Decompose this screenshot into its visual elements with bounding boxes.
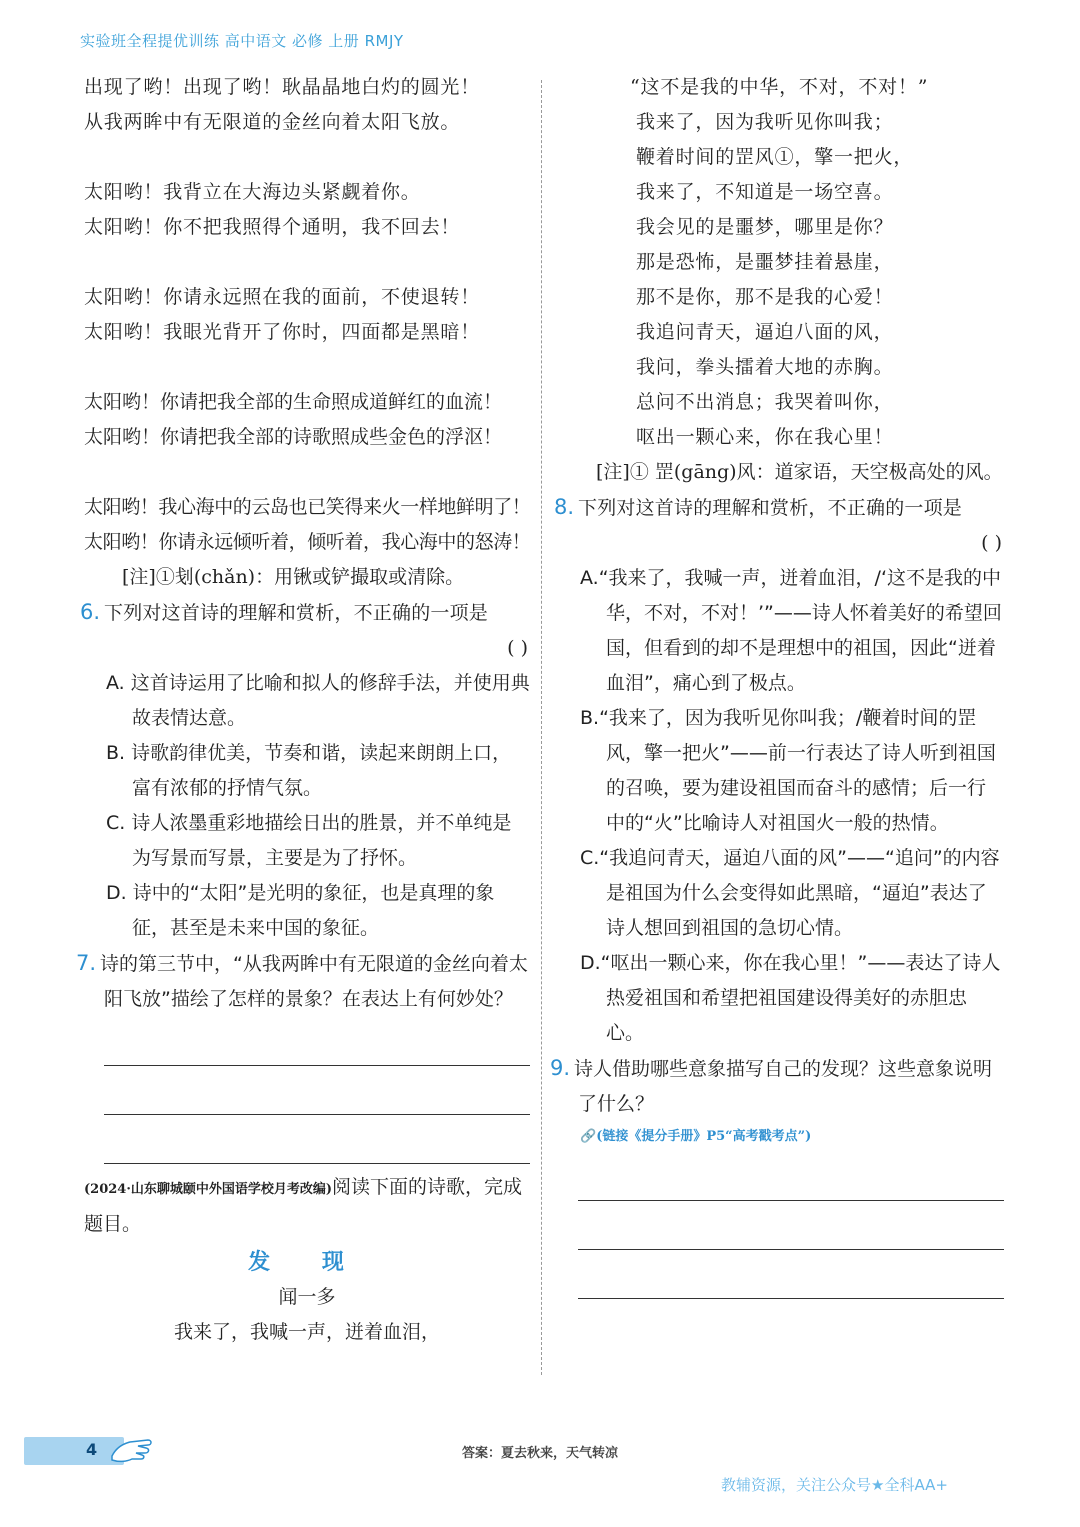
poem-line: 总问不出消息；我哭着叫你， (636, 391, 894, 413)
question-8 (554, 490, 1004, 526)
option-c[interactable]: C.“我追问青天，逼迫八面的风”——“追问”的内容是祖国为什么会变得如此黑暗，“逼迫”表达了诗人想回到祖国的急切心情。 (580, 847, 1000, 939)
footnote-1: [注]①刬(chǎn)：用锹或铲撮取或清除。 (122, 566, 465, 588)
link-icon: 🔗 (580, 1129, 597, 1144)
poem-line: 从我两眸中有无限道的金丝向着太阳飞放。 (84, 111, 461, 133)
option-d[interactable]: D.“呕出一颗心来，你在我心里！”——表达了诗人热爱祖国和希望把祖国建设得美好的赤胆忠心。 (580, 952, 1001, 1044)
option-a[interactable]: A. 这首诗运用了比喻和拟人的修辞手法，并使用典故表情达意。 (106, 672, 530, 729)
source-tag: (2024·山东聊城颐中外国语学校月考改编) (84, 1182, 333, 1197)
answer-paren[interactable]: ( ) (981, 532, 1002, 554)
page-number: 4 (86, 1440, 98, 1459)
link-text[interactable]: (链接《提分手册》P5“高考戳考点”) (596, 1129, 812, 1144)
poem-line: 我追问青天，逼迫八面的风， (636, 321, 894, 343)
poem-line: 太阳哟！你不把我照得个通明，我不回去！ (84, 216, 461, 238)
question-7 (76, 946, 530, 1017)
poem-line: 出现了哟！出现了哟！耿晶晶地白灼的圆光！ (84, 76, 481, 98)
question-text: 诗人借助哪些意象描写自己的发现？这些意象说明了什么？ (574, 1058, 993, 1115)
question-number: 8. (554, 495, 575, 519)
answer-line[interactable] (104, 1066, 530, 1115)
question-9 (550, 1051, 1004, 1122)
answer-lines[interactable] (84, 1017, 530, 1164)
answer-lines[interactable] (558, 1152, 1004, 1299)
answer-line[interactable] (104, 1115, 530, 1164)
poem-line: 呕出一颗心来，你在我心里！ (636, 426, 894, 448)
poem-line: 太阳哟！我心海中的云岛也已笑得来火一样地鲜明了！ (84, 496, 531, 518)
poem-author: 闻一多 (278, 1286, 336, 1308)
option-c[interactable]: C. 诗人浓墨重彩地描绘日出的胜景，并不单纯是为写景而写景，主要是为了抒怀。 (106, 812, 512, 869)
question-6 (80, 595, 530, 631)
option-b[interactable]: B. 诗歌韵律优美，节奏和谐，读起来朗朗上口，富有浓郁的抒情气氛。 (106, 742, 512, 799)
answer-line[interactable] (578, 1152, 1004, 1201)
poem-line: 我会见的是噩梦，哪里是你？ (636, 216, 894, 238)
poem-line: 我来了，因为我听见你叫我； (636, 111, 894, 133)
answer-paren[interactable]: ( ) (507, 637, 528, 659)
poem-line: “这不是我的中华，不对，不对！” (630, 76, 929, 98)
answer-line[interactable] (578, 1201, 1004, 1250)
poem-stanzas (84, 70, 530, 560)
option-a[interactable]: A.“我来了，我喊一声，迸着血泪，/‘这不是我的中华，不对，不对！’”——诗人怀着美好的希望回国，但看到的却不是理想中的祖国，因此“迸着血泪”，痛心到了极点。 (580, 567, 1002, 694)
poem-line: 太阳哟！你请把我全部的诗歌照成些金色的浮沤！ (84, 426, 503, 448)
question-number: 6. (80, 600, 101, 624)
question-text: 诗的第三节中，“从我两眸中有无限道的金丝向着太阳飞放”描绘了怎样的景象？在表达上有何妙处？ (100, 953, 528, 1010)
poem-line: 太阳哟！我背立在大海边头紧觑着你。 (84, 181, 421, 203)
watermark: 教辅资源，关注公众号★全科AA+ (721, 1476, 948, 1494)
poem-line: 那是恐怖，是噩梦挂着悬崖， (636, 251, 894, 273)
instruction-text: 阅读下面的诗歌，完成题目。 (84, 1176, 523, 1235)
right-column (550, 70, 1004, 1299)
answer-line[interactable] (578, 1250, 1004, 1299)
answer-footer: 答案：夏去秋来，天气转凉 (461, 1446, 618, 1461)
poem-line: 太阳哟！我眼光背开了你时，四面都是黑暗！ (84, 321, 481, 343)
reading-instruction (84, 1170, 530, 1242)
option-d[interactable]: D. 诗中的“太阳”是光明的象征，也是真理的象征，甚至是未来中国的象征。 (106, 882, 495, 939)
poem-title: 发 现 (248, 1249, 366, 1275)
handbook-link[interactable] (558, 1122, 1004, 1152)
question-number: 9. (550, 1056, 571, 1080)
question-text: 下列对这首诗的理解和赏析，不正确的一项是 (578, 497, 963, 519)
left-column (76, 70, 531, 1350)
poem-line: 太阳哟！你请永远倾听着，倾听着，我心海中的怒涛！ (84, 531, 531, 553)
poem-line: 太阳哟！你请把我全部的生命照成道鲜红的血流！ (84, 391, 503, 413)
poem-line: 那不是你，那不是我的心爱！ (636, 286, 894, 308)
poem-line: 太阳哟！你请永远照在我的面前，不使退转！ (84, 286, 481, 308)
poem-line: 鞭着时间的罡风①，擎一把火， (636, 146, 914, 168)
poem-line: 我问，拳头擂着大地的赤胸。 (636, 356, 894, 378)
poem-line: 我来了，不知道是一场空喜。 (636, 181, 894, 203)
option-b[interactable]: B.“我来了，因为我听见你叫我；/鞭着时间的罡风，擎一把火”——前一行表达了诗人听到祖国的召唤，要为建设祖国而奋斗的感情；后一行中的“火”比喻诗人对祖国火一般的热情。 (580, 707, 996, 834)
page-header: 实验班全程提优训练 高中语文 必修 上册 RMJY (80, 32, 404, 50)
footnote-2: [注]① 罡(gāng)风：道家语，天空极高处的风。 (596, 461, 1003, 483)
answer-line[interactable] (104, 1017, 530, 1066)
poem-first-line: 我来了，我喊一声，迸着血泪， (173, 1321, 440, 1343)
question-number: 7. (76, 951, 97, 975)
question-text: 下列对这首诗的理解和赏析，不正确的一项是 (104, 602, 489, 624)
column-divider (541, 80, 542, 1375)
